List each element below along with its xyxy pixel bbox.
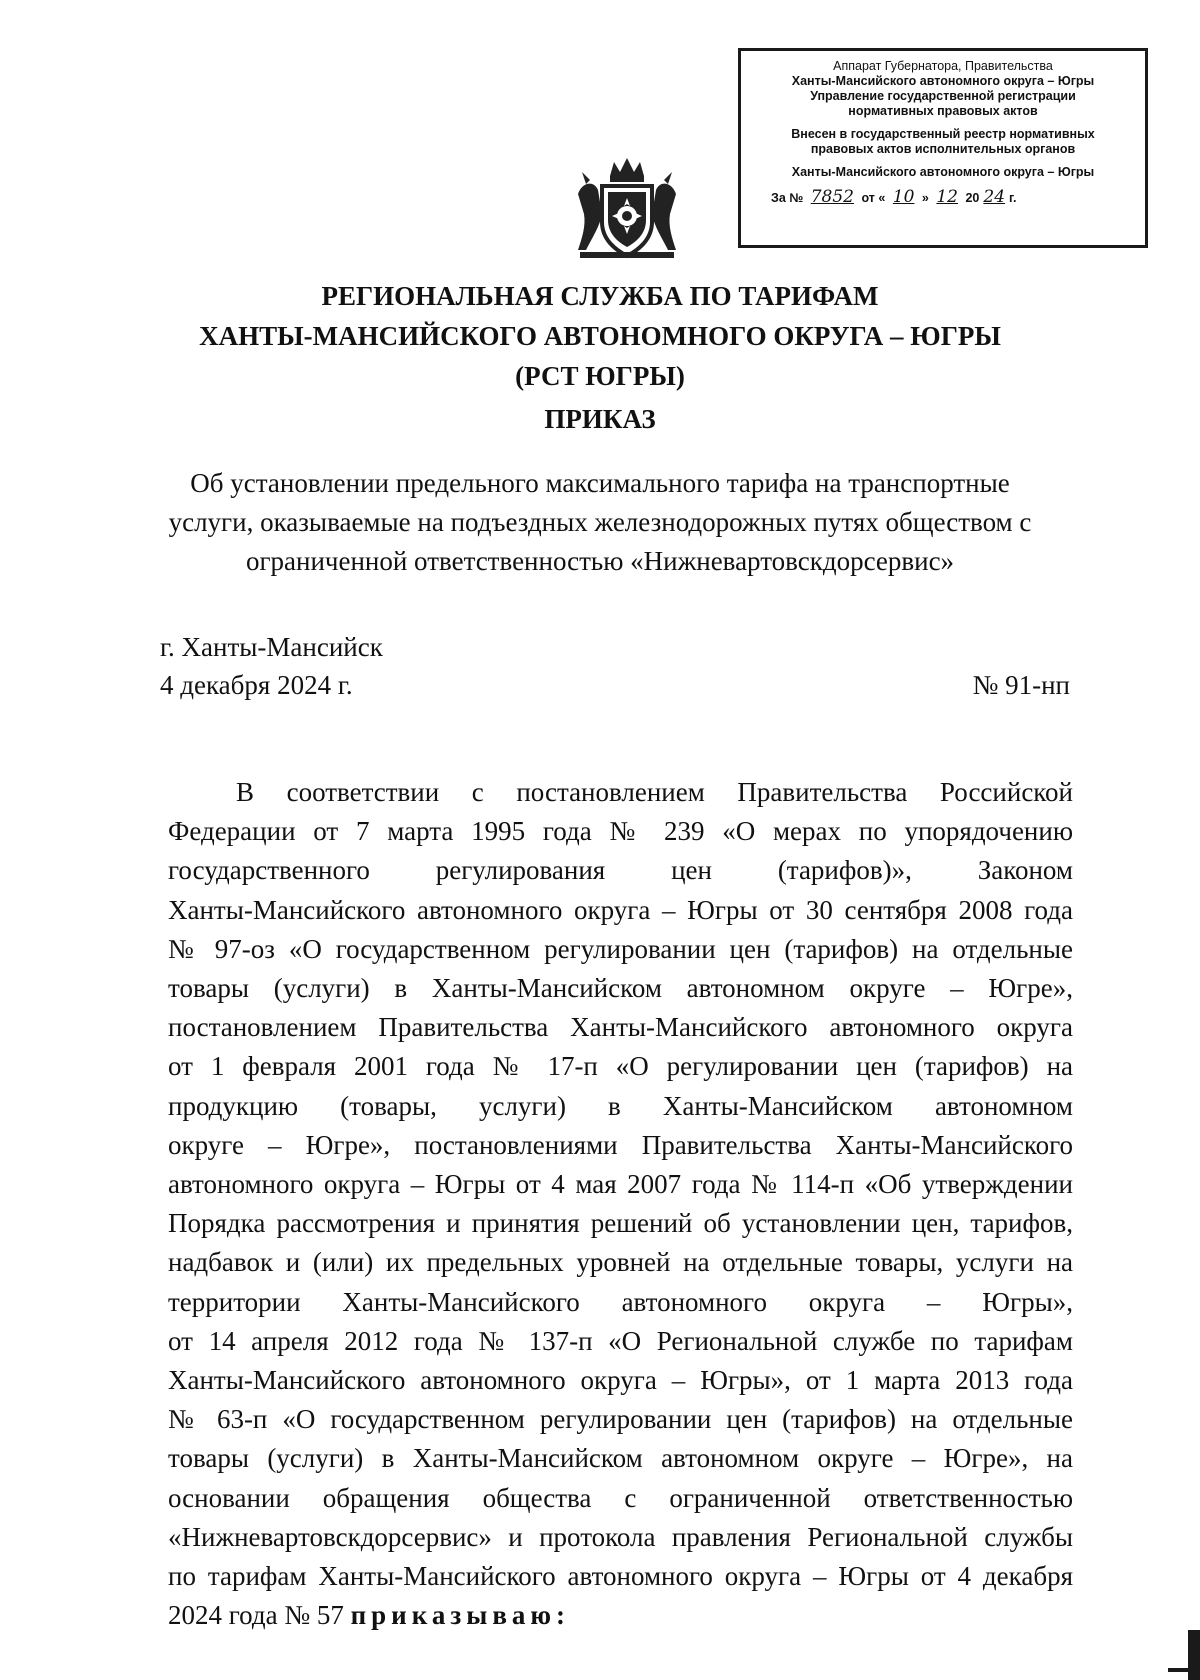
body-line: по тарифам Ханты-Мансийского автономного округа – Югры от 4 декабря xyxy=(168,1561,1073,1592)
stamp-registration-line xyxy=(747,187,1139,207)
stamp-reg-quote: » xyxy=(921,191,929,205)
body-line: основании обращения общества с ограниченной ответственностью xyxy=(168,1482,1073,1513)
coat-of-arms-icon xyxy=(572,154,682,264)
document-number: № 91-нп xyxy=(972,670,1070,700)
agency-title xyxy=(0,276,1200,396)
body-line: округе – Югре», постановлениями Правительства Ханты-Мансийского xyxy=(168,1129,1073,1160)
agency-title-line-2: ХАНТЫ-МАНСИЙСКОГО АВТОНОМНОГО ОКРУГА – ЮГРЫ xyxy=(199,321,1001,351)
body-line: автономного округа – Югры от 4 мая 2007 года № 114-п «Об утверждении xyxy=(168,1169,1073,1200)
body-last-line xyxy=(168,1596,1073,1635)
stamp-line-4: нормативных правовых актов xyxy=(848,104,1038,118)
stamp-reg-suffix: г. xyxy=(1009,191,1017,205)
body-line: № 63-п «О государственном регулировании цен (тарифов) на отдельные xyxy=(168,1404,1073,1435)
body-line: продукцию (товары, услуги) в Ханты-Мансийском автономном xyxy=(168,1090,1073,1121)
subject-line-3: ограниченной ответственностью «Нижневартовскдорсервис» xyxy=(245,546,955,576)
body-line: Федерации от 7 марта 1995 года № 239 «О мерах по упорядочению xyxy=(168,816,1073,847)
document-date: 4 декабря 2024 г. xyxy=(160,670,353,700)
body-line: товары (услуги) в Ханты-Мансийском автономном округе – Югре», на xyxy=(168,1443,1073,1474)
agency-title-line-1: РЕГИОНАЛЬНАЯ СЛУЖБА ПО ТАРИФАМ xyxy=(321,281,879,311)
stamp-line-7: Ханты-Мансийского автономного округа – Югры xyxy=(791,165,1095,179)
body-line: «Нижневартовскдорсервис» и протокола правления Региональной службы xyxy=(168,1521,1073,1552)
stamp-reg-year: 24 xyxy=(983,187,1006,207)
document-type: ПРИКАЗ xyxy=(544,404,656,434)
registration-stamp xyxy=(738,48,1148,248)
document-place-date xyxy=(160,628,383,704)
body-line: постановлением Правительства Ханты-Мансийского автономного округа xyxy=(168,1012,1073,1043)
body-line: товары (услуги) в Ханты-Мансийском автономном округе – Югре», xyxy=(168,973,1073,1004)
stamp-line-5: Внесен в государственный реестр нормативных xyxy=(791,127,1095,141)
body-line: Ханты-Мансийского автономного округа – Югры от 30 сентября 2008 года xyxy=(168,894,1073,925)
body-line: надбавок и (или) их предельных уровней на отдельные товары, услуги на xyxy=(168,1247,1073,1278)
stamp-reg-month: 12 xyxy=(936,187,958,207)
stamp-reg-prefix: За № xyxy=(771,191,804,205)
body-line: государственного регулирования цен (тарифов)», Законом xyxy=(168,855,1073,886)
body-line: В соответствии с постановлением Правительства Российской xyxy=(236,777,1073,807)
body-line: № 97-оз «О государственном регулировании цен (тарифов) на отдельные xyxy=(168,933,1073,964)
body-line: Порядка рассмотрения и принятия решений об установлении цен, тарифов, xyxy=(168,1208,1073,1239)
body-line: территории Ханты-Мансийского автономного округа – Югры», xyxy=(168,1286,1073,1317)
agency-title-line-3: (РСТ ЮГРЫ) xyxy=(515,361,685,391)
stamp-line-1: Аппарат Губернатора, Правительства xyxy=(833,59,1053,73)
scan-edge-mark xyxy=(1168,1668,1188,1672)
stamp-line-3: Управление государственной регистрации xyxy=(810,89,1076,103)
body-line: Ханты-Мансийского автономного округа – Югры», от 1 марта 2013 года xyxy=(168,1365,1073,1396)
document-subject xyxy=(160,464,1040,581)
order-command: приказываю: xyxy=(350,1600,571,1631)
body-line: от 14 апреля 2012 года № 137-п «О Региональной службе по тарифам xyxy=(168,1325,1073,1356)
document-city: г. Ханты-Мансийск xyxy=(160,632,383,662)
body-last-line-prefix: 2024 года № 57 xyxy=(168,1600,351,1631)
stamp-reg-from: от « xyxy=(861,191,886,205)
stamp-reg-year-prefix: 20 xyxy=(965,191,980,205)
subject-line-2: услуги, оказываемые на подъездных железнодорожных путях обществом с xyxy=(168,507,1032,537)
stamp-line-2: Ханты-Мансийского автономного округа – Югры xyxy=(791,74,1095,88)
document-body xyxy=(168,773,1073,1635)
stamp-reg-day: 10 xyxy=(892,187,915,207)
scan-edge-mark xyxy=(1188,1630,1200,1680)
subject-line-1: Об установлении предельного максимального тарифа на транспортные xyxy=(190,468,1010,498)
stamp-reg-number: 7852 xyxy=(810,187,854,207)
body-line: от 1 февраля 2001 года № 17-п «О регулировании цен (тарифов) на xyxy=(168,1051,1073,1082)
stamp-line-6: правовых актов исполнительных органов xyxy=(810,142,1076,156)
